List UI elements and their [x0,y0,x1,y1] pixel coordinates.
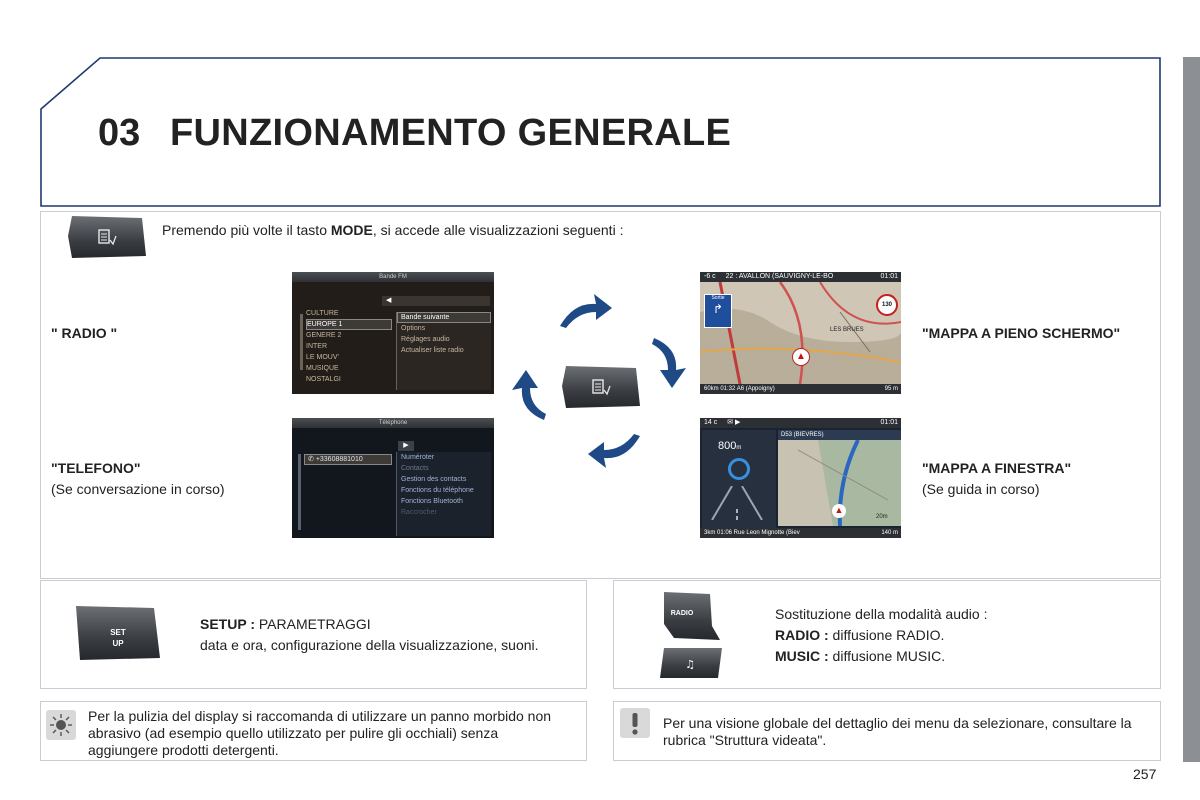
mappa-finestra-sublabel: (Se guida in corso) [922,481,1040,497]
map-full-scale: 95 m [884,386,898,392]
phone-number-item[interactable]: ✆ +33608881010 [304,454,392,465]
setup-title-bold: SETUP : [200,616,255,632]
svg-text:SET: SET [110,628,126,637]
map-window-topbar: 14 c ✉ ▶ 01:01 [700,418,901,428]
setup-title-rest: PARAMETRAGGI [254,616,371,632]
radio-back-arrow: ◀ [382,296,490,306]
mode-intro-suffix: , si accede alle visualizzazioni seguenti : [372,222,624,238]
radio-scrollbar[interactable] [300,314,303,370]
map-window-bottom-info: 3km 01:06 Rue Leon Mignotte (Biev [704,530,800,536]
phone-scrollbar[interactable] [298,454,301,530]
radio-menu-item[interactable]: Bande suivante [397,312,491,323]
roundabout-icon [728,458,750,480]
mode-button[interactable] [66,214,148,260]
audio-music-line: MUSIC : diffusione MUSIC. [775,648,946,664]
exit-sign: Sortie ↱ [704,294,732,328]
map-window-temp: 14 c [704,419,718,426]
phone-menu-item[interactable]: Fonctions du téléphone [401,487,474,494]
vehicle-cursor-icon: ▲ [832,504,846,518]
radio-screen [292,272,494,394]
setup-button[interactable] [72,604,164,662]
map-window-screen [700,418,901,538]
station-item[interactable]: CULTURE [306,310,339,317]
station-item[interactable]: MUSIQUE [306,365,339,372]
setup-title [200,616,371,633]
music-note-icon: ♫ [685,658,695,671]
map-window-mapscale: 20m [876,514,888,520]
map-full-road: 22 : AVALLON (SAUVIGNY-LE-BO [725,273,834,280]
note-text: Per una visione globale del dettaglio dei menu da selezionare, consultare la rubrica "Struttura videata". [663,715,1132,748]
radio-menu-item[interactable]: Réglages audio [401,336,450,343]
svg-text:UP: UP [112,639,124,648]
mappa-pieno-label: "MAPPA A PIENO SCHERMO" [922,325,1121,341]
station-item[interactable]: NOSTALGI [306,376,341,383]
telefono-sublabel: (Se conversazione in corso) [51,481,225,497]
mode-keyword: MODE [330,222,373,238]
svg-text:RADIO: RADIO [670,610,694,617]
warning-exclamation-icon [620,708,650,738]
telefono-label: "TELEFONO" [51,460,141,476]
mode-intro-text [162,222,623,239]
map-place-label: LES BRUES [830,327,864,333]
radio-button[interactable] [660,590,722,642]
station-item[interactable]: INTER [306,343,327,350]
radio-label: " RADIO " [51,325,118,341]
mappa-finestra-label: "MAPPA A FINESTRA" [922,460,1072,476]
page-number: 257 [1133,766,1157,782]
audio-intro: Sostituzione della modalità audio : [775,606,988,622]
map-window-road: D53 (BIEVRES) [778,430,901,440]
tip-text: Per la pulizia del display si raccomanda di utilizzare un panno morbido non abrasivo (ad esempio quello utilizzato per pulire gli occhiali) senza aggiungere prodotti detergenti. [88,708,552,758]
phone-forward-arrow: ▶ [398,441,414,451]
page-edge-tab [1183,57,1200,762]
setup-description: data e ora, configurazione della visualizzazione, suoni. [200,637,539,653]
phone-menu-item[interactable]: Raccrocher [401,509,437,516]
radio-menu-item[interactable]: Actualiser liste radio [401,347,464,354]
map-window-time: 01:01 [880,419,898,426]
map-full-screen [700,272,901,394]
radio-menu-item[interactable]: Options [401,325,426,332]
phone-menu-item[interactable]: Gestion des contacts [401,476,467,483]
mode-intro-prefix: Premendo più volte il tasto [162,222,331,238]
guidance-panel [702,430,776,528]
radio-screen-title: Bande FM [292,272,494,282]
map-window-bottombar [700,528,901,538]
speed-limit-sign: 130 [876,294,898,316]
station-item[interactable]: LE MOUV' [306,354,339,361]
station-item[interactable]: GENERE 2 [306,332,342,339]
cycle-arrow-right [650,334,690,390]
chapter-title: FUNZIONAMENTO GENERALE [170,112,732,154]
guidance-distance: 800m [718,440,742,452]
phone-menu-item[interactable]: Contacts [401,465,429,472]
mode-button-center[interactable] [560,364,642,410]
map-full-temp: -6 c [704,273,716,280]
phone-screen-title: Téléphone [292,418,494,428]
phone-menu-item[interactable]: Fonctions Bluetooth [401,498,463,505]
map-full-time: 01:01 [880,273,898,280]
phone-screen [292,418,494,538]
map-full-bottombar [700,384,901,394]
audio-radio-line: RADIO : diffusione RADIO. [775,627,945,643]
map-full-topbar [700,272,901,282]
map-window-scale: 140 m [881,530,898,536]
cleaning-tip-icon [46,710,76,740]
cycle-arrow-top [556,290,614,330]
lane-guidance-icon [702,486,772,520]
music-button[interactable] [658,646,724,680]
map-full-bottom-info: 60km 01:32 A6 (Appoigny) [704,386,775,392]
cycle-arrow-left [508,368,548,424]
phone-menu-item[interactable]: Numéroter [401,454,435,461]
station-item[interactable]: EUROPE 1 [306,319,392,330]
cycle-arrow-bottom [586,432,644,472]
vehicle-cursor-icon: ▲ [792,348,810,366]
chapter-number: 03 [98,112,141,154]
